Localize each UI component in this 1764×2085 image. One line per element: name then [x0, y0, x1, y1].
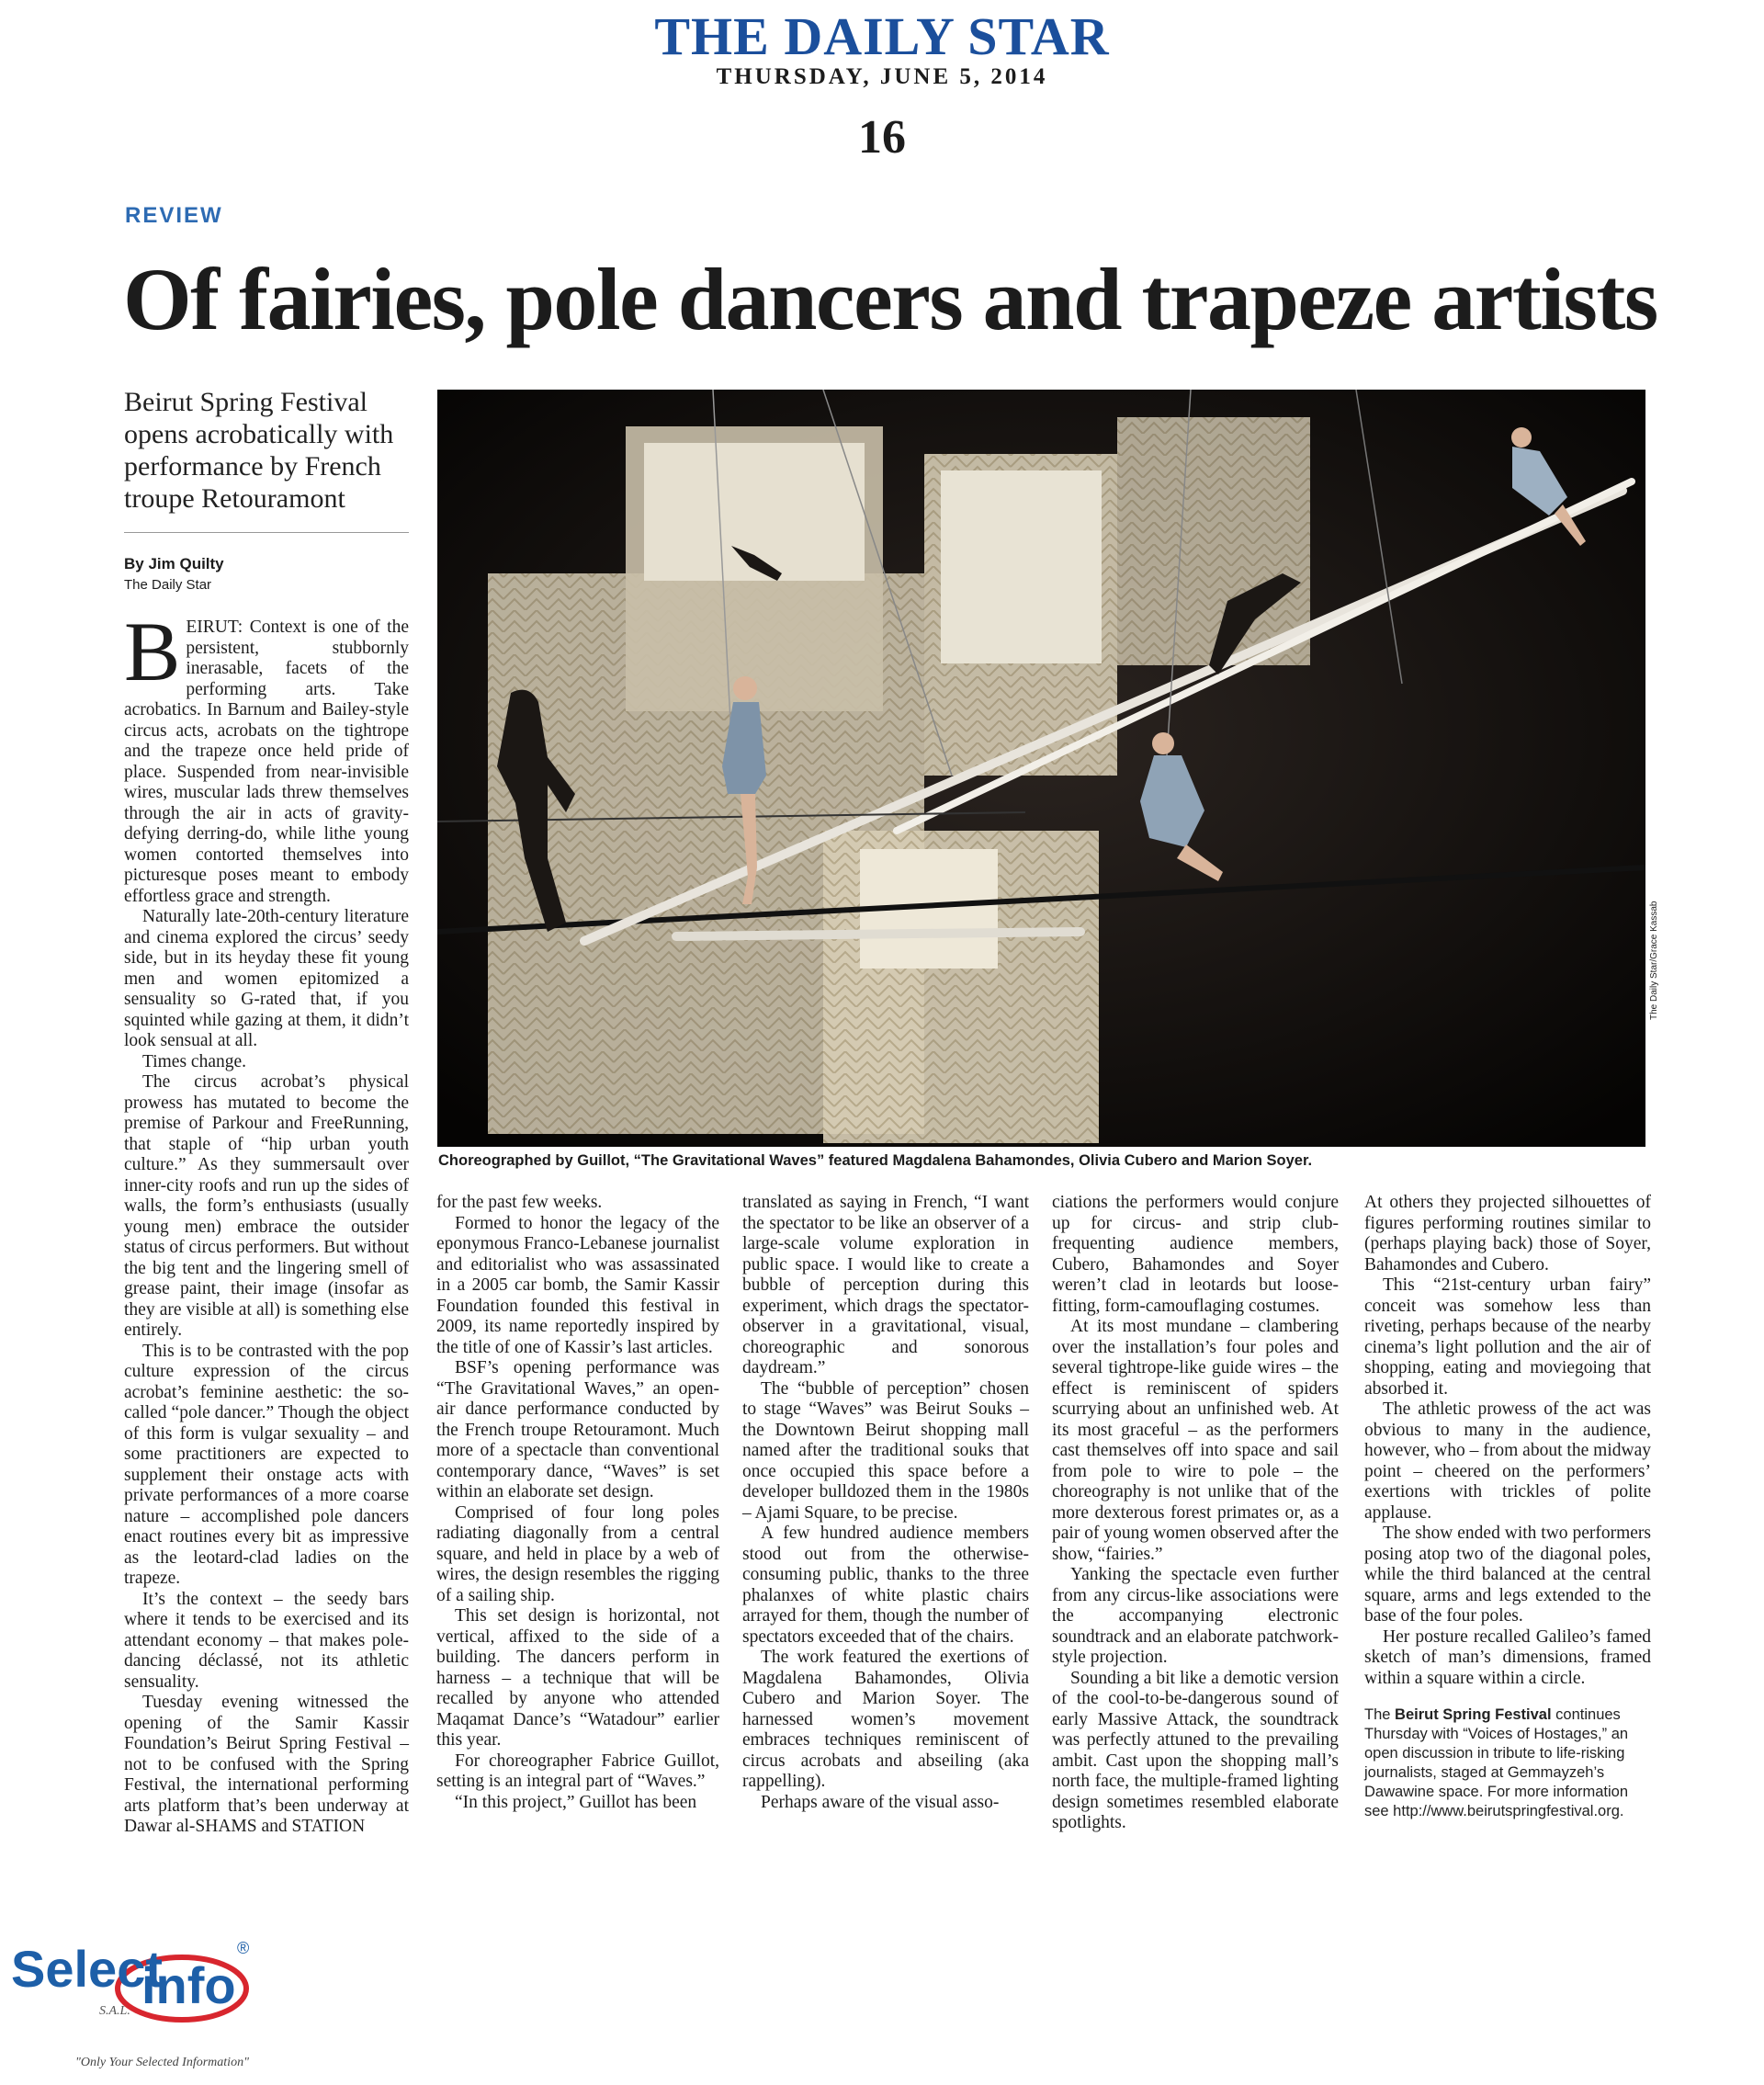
byline: By Jim Quilty	[124, 555, 224, 572]
body-paragraph: Formed to honor the legacy of the eponymous Franco-Lebanese journalist and editorialist who was assassinated in a 2005 car bomb, the Samir Kassir Foundation founded this festival in 2009, its name reportedly inspired by the title of one of Kassir’s last articles.	[436, 1213, 719, 1357]
performance-photo	[437, 390, 1645, 1147]
headline: Of fairies, pole dancers and trapeze artists	[123, 250, 1657, 348]
publication-date: THURSDAY, JUNE 5, 2014	[716, 64, 1048, 89]
selectinfo-logo	[7, 1911, 265, 2077]
body-paragraph: Naturally late-20th-century literature and cinema explored the circus’ seedy side, but in its heyday these fit young men and women epitomized a sensuality so G-rated that, if you squinted while gazing at them, it didn’t look sensual at all.	[124, 907, 409, 1050]
photo-illustration	[437, 390, 1645, 1147]
body-paragraph: Comprised of four long poles radiating diagonally from a central square, and held in place by a web of wires, the design resembles the rigging of a sailing ship.	[436, 1502, 719, 1605]
body-paragraph: At others they projected silhouettes of figures performing routines similar to (perhaps playing back) those of Soyer, Bahamondes and Cubero.	[1364, 1193, 1651, 1275]
body-paragraph: for the past few weeks.	[436, 1193, 603, 1212]
info-event-name: Beirut Spring Festival	[1395, 1706, 1552, 1723]
logo-tagline: "Only Your Selected Information"	[75, 2056, 249, 2069]
body-paragraph: This set design is horizontal, not vertical, affixed to the side of a building. The dancers perform in harness – a technique that will be recalled by anyone who attended Maqamat Dance’s “Watadour” earlier this year.	[436, 1606, 719, 1750]
article-column-4	[1052, 1193, 1339, 1834]
body-paragraph: Sounding a bit like a demotic version of the cool-to-be-dangerous sound of early Massive Attack, the soundtrack was perfectly attuned to the prevailing ambit. Cast upon the shopping mall’s north face, the multiple-framed lighting design sometimes resembled elaborate spotlights.	[1052, 1668, 1339, 1832]
selectinfo-logo-graphic	[7, 1911, 265, 2077]
section-label: REVIEW	[125, 203, 223, 228]
body-paragraph: The work featured the exertions of Magdalena Bahamondes, Olivia Cubero and Marion Soyer. The harnessed women’s movement embraces techniques reminiscent of circus acrobats and abseiling (aka rappelling).	[742, 1648, 1029, 1791]
logo-word-info: info	[141, 1956, 236, 2014]
article-column-5	[1364, 1193, 1651, 1689]
body-paragraph: BSF’s opening performance was “The Gravitational Waves,” an open-air dance performance conducted by the French troupe Retouramont. Much more of a spectacle than conventional contemporary dance, “Waves” is set within an elaborate set design.	[436, 1358, 719, 1501]
event-info-box	[1364, 1705, 1651, 1821]
registered-mark: ®	[237, 1939, 250, 1957]
article-column-1	[124, 605, 409, 1838]
drop-cap: B	[124, 605, 181, 698]
body-paragraph: ciations the performers would conjure up for circus- and strip club-frequenting audience members, Cubero, Bahamondes and Soyer weren’t clad in leotards but loose-fitting, form-camouflaging costumes.	[1052, 1193, 1339, 1316]
article-column-2	[436, 1193, 719, 1813]
body-paragraph: translated as saying in French, “I want the spectator to be like an observer of a large-scale volume exploration in public space. I would like to create a bubble of perception during this experiment, which drags the spectator-observer in a gravitational, visual, choreographic and sonorous daydream.”	[742, 1193, 1029, 1377]
info-text: continues Thursday with “Voices of Hostages,” an open discussion in tribute to life-risking journalists, staged at Gemmayzeh’s Dawawine space. For more information see http://www.beirutspringfestival.org.	[1364, 1706, 1629, 1819]
page-number: 16	[858, 111, 906, 164]
byline-organization: The Daily Star	[124, 577, 212, 593]
body-paragraph: Her posture recalled Galileo’s famed sketch of man’s dimensions, framed within a square within a circle.	[1364, 1626, 1651, 1688]
photo-caption: Choreographed by Guillot, “The Gravitational Waves” featured Magdalena Bahamondes, Olivia Cubero and Marion Soyer.	[438, 1152, 1313, 1169]
body-paragraph	[124, 605, 409, 907]
body-paragraph: For choreographer Fabrice Guillot, setting is an integral part of “Waves.”	[436, 1751, 719, 1791]
body-paragraph: The show ended with two performers posing atop two of the diagonal poles, while the third balanced at the central square, arms and legs extended to the base of the four poles.	[1364, 1524, 1651, 1626]
deck-divider	[124, 532, 409, 533]
body-paragraph: “In this project,” Guillot has been	[455, 1792, 697, 1812]
body-paragraph: This is to be contrasted with the pop culture expression of the circus acrobat’s feminine aesthetic: the so-called “pole dancer.” Though the object of this form is vulgar sexuality – and some practitioners are expected to supplement their onstage acts with private performances of a more coarse nature – accomplished pole dancers enact routines every bit as impressive as the leotard-clad ladies on the trapeze.	[124, 1341, 409, 1588]
paragraph-text: EIRUT: Context is one of the persistent, stubbornly inerasable, facets of the performing arts. Take acrobatics. In Barnum and Bailey-style circus acts, acrobats on the tightrope and the trapeze once held pride of place. Suspended from near-invisible wires, muscular lads threw themselves through the air in acts of gravity-defying derring-do, while lithe young women contorted themselves into picturesque poses meant to embody effortless grace and strength.	[124, 618, 409, 906]
masthead-title: THE DAILY STAR	[654, 6, 1110, 66]
body-paragraph: It’s the context – the seedy bars where it tends to be exercised and its attendant economy – that makes pole-dancing déclassé, not its athletic sensuality.	[124, 1589, 409, 1692]
deck-subheadline: Beirut Spring Festival opens acrobatically with performance by French troupe Retouramont	[124, 387, 394, 514]
body-paragraph: The circus acrobat’s physical prowess has mutated to become the premise of Parkour and FreeRunning, that staple of “hip urban youth culture.” As they summersault over inner-city roofs and run up the sides of walls, the form’s enthusiasts (usually young men) embrace the outsider status of circus performers. But without the big tent and the lingering smell of grease paint, their image (insofar as they are visible at all) is something else entirely.	[124, 1072, 409, 1340]
article-column-3	[742, 1193, 1029, 1813]
photo-credit: The Daily Star/Grace Kassab	[1649, 901, 1659, 1020]
body-paragraph: Times change.	[142, 1051, 247, 1071]
body-paragraph: Perhaps aware of the visual asso-	[761, 1792, 1000, 1812]
body-paragraph: The athletic prowess of the act was obvious to many in the audience, however, who – from about the midway point – cheered on the performers’ exertions with trickles of polite applause.	[1364, 1399, 1651, 1523]
body-paragraph: This “21st-century urban fairy” conceit was somehow less than riveting, perhaps because of the nearby cinema’s light pollution and the air of shopping, eating and moviegoing that absorbed it.	[1364, 1275, 1651, 1399]
body-paragraph: At its most mundane – clambering over the installation’s four poles and several tightrope-like guide wires – the effect is reminiscent of spiders scurrying about an unfinished web. At its most graceful – as the performers cast themselves off into space and sail from pole to wire to pole – the choreography is not unlike that of the more dexterous forest primates or, as a pair of young women observed after the show, “fairies.”	[1052, 1317, 1339, 1564]
logo-sal: S.A.L.	[99, 2004, 130, 2018]
logo-word-select: Select	[11, 1940, 163, 1998]
body-paragraph: Tuesday evening witnessed the opening of the Samir Kassir Foundation’s Beirut Spring Festival – not to be confused with the Spring Festival, the international performing arts platform that’s been underway at Dawar al-SHAMS and STATION	[124, 1693, 409, 1836]
body-paragraph: A few hundred audience members stood out from the otherwise-consuming public, thanks to the three phalanxes of white plastic chairs arrayed for them, though the number of spectators exceeded that of the chairs.	[742, 1524, 1029, 1647]
body-paragraph: The “bubble of perception” chosen to stage “Waves” was Beirut Souks – the Downtown Beirut shopping mall named after the traditional souks that once occupied this space before a developer bulldozed them in the 1980s – Ajami Square, to be precise.	[742, 1378, 1029, 1523]
info-prefix: The	[1364, 1706, 1391, 1723]
body-paragraph: Yanking the spectacle even further from any circus-like associations were the accompanying electronic soundtrack and an elaborate patchwork-style projection.	[1052, 1565, 1339, 1667]
